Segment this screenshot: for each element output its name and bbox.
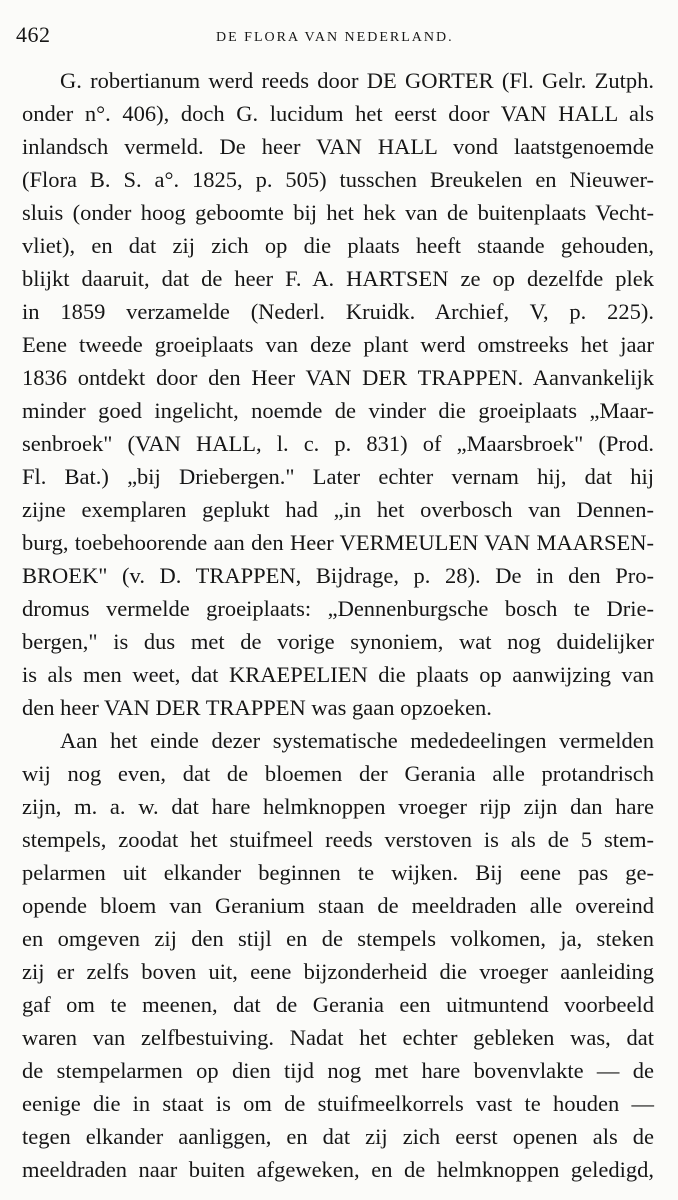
text-line: wij nog even, dat de bloemen der Gerania alle protandrisch xyxy=(22,761,654,786)
text-line: tegen elkander aanliggen, en dat zij zich eerst openen als de xyxy=(22,1124,654,1149)
text-line: blijkt daaruit, dat de heer F. A. HARTSEN ze op dezelfde plek xyxy=(22,266,654,291)
text-line: onder n°. 406), doch G. lucidum het eerst door VAN HALL als xyxy=(22,101,654,126)
text-line: Aan het einde dezer systematische mededeelingen vermelden xyxy=(60,728,654,753)
text-line: senbroek" (VAN HALL, l. c. p. 831) of „Maarsbroek" (Prod. xyxy=(22,431,654,456)
text-line: stempels, zoodat het stuifmeel reeds verstoven is als de 5 stem- xyxy=(22,827,654,852)
text-line: de stempelarmen op dien tijd nog met hare bovenvlakte — de xyxy=(22,1058,654,1083)
text-line: pelarmen uit elkander beginnen te wijken. Bij eene pas ge- xyxy=(22,860,654,885)
text-line: gaf om te meenen, dat de Gerania een uitmuntend voorbeeld xyxy=(22,992,654,1017)
text-line: opende bloem van Geranium staan de meeldraden alle overeind xyxy=(22,893,654,918)
text-line: 1836 ontdekt door den Heer VAN DER TRAPPEN. Aanvankelijk xyxy=(22,365,654,390)
text-line: G. robertianum werd reeds door DE GORTER (Fl. Gelr. Zutph. xyxy=(60,68,654,93)
text-line: dromus vermelde groeiplaats: „Dennenburgsche bosch te Drie- xyxy=(22,596,654,621)
text-line: waren van zelfbestuiving. Nadat het echter gebleken was, dat xyxy=(22,1025,654,1050)
text-line: eenige die in staat is om de stuifmeelkorrels vast te houden — xyxy=(22,1091,654,1116)
text-line: vliet), en dat zij zich op die plaats heeft staande gehouden, xyxy=(22,233,654,258)
text-line: is als men weet, dat KRAEPELIEN die plaats op aanwijzing van xyxy=(22,662,654,687)
text-line: BROEK" (v. D. TRAPPEN, Bijdrage, p. 28). De in den Pro- xyxy=(22,563,654,588)
text-line: sluis (onder hoog geboomte bij het hek van de buitenplaats Vecht- xyxy=(22,200,654,225)
text-line: meeldraden naar buiten afgeweken, en de helmknoppen geledigd, xyxy=(22,1157,654,1182)
text-line: zijne exemplaren geplukt had „in het overbosch van Dennen- xyxy=(22,497,654,522)
text-line: zij er zelfs boven uit, eene bijzonderheid die vroeger aanleiding xyxy=(22,959,654,984)
text-line: bergen," is dus met de vorige synoniem, wat nog duidelijker xyxy=(22,629,654,654)
text-line: en omgeven zij den stijl en de stempels volkomen, ja, steken xyxy=(22,926,654,951)
text-line: (Flora B. S. a°. 1825, p. 505) tusschen Breukelen en Nieuwer- xyxy=(22,167,654,192)
text-line: den heer VAN DER TRAPPEN was gaan opzoeken. xyxy=(22,695,492,720)
text-line: in 1859 verzamelde (Nederl. Kruidk. Archief, V, p. 225). xyxy=(22,299,654,324)
text-line: Eene tweede groeiplaats van deze plant werd omstreeks het jaar xyxy=(22,332,654,357)
running-title: DE FLORA VAN NEDERLAND. xyxy=(216,30,454,45)
text-line: zijn, m. a. w. dat hare helmknoppen vroeger rijp zijn dan hare xyxy=(22,794,654,819)
text-line: inlandsch vermeld. De heer VAN HALL vond laatstgenoemde xyxy=(22,134,654,159)
page-header xyxy=(16,22,662,52)
page-number: 462 xyxy=(16,22,51,47)
text-line: burg, toebehoorende aan den Heer VERMEULEN VAN MAARSEN- xyxy=(22,530,654,555)
text-line: Fl. Bat.) „bij Driebergen." Later echter vernam hij, dat hij xyxy=(22,464,654,489)
text-line: minder goed ingelicht, noemde de vinder die groeiplaats „Maar- xyxy=(22,398,654,423)
